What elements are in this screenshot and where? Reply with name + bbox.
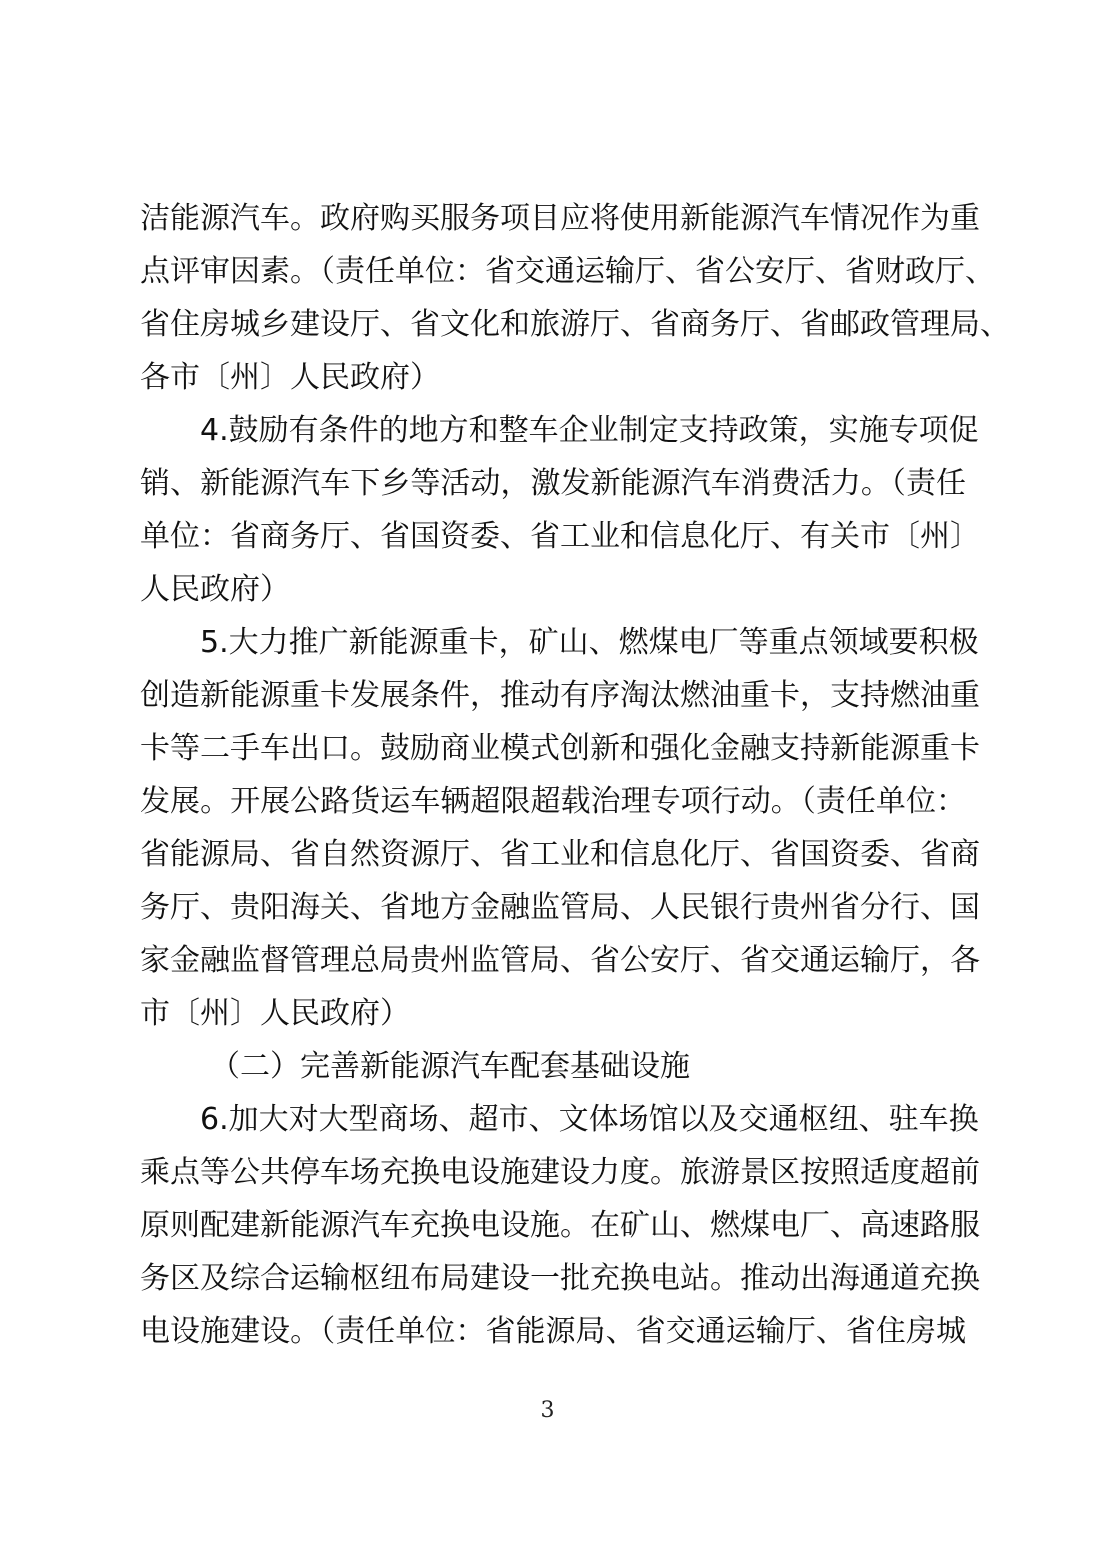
page-number: 3 bbox=[540, 1398, 555, 1423]
text-line: 省住房城乡建设厅、省文化和旅游厅、省商务厅、省邮政管理局、 bbox=[140, 307, 1010, 342]
text-line: 电设施建设。（责任单位：省能源局、省交通运输厅、省住房城 bbox=[140, 1314, 966, 1349]
text-line: 市〔州〕人民政府） bbox=[140, 996, 410, 1031]
text-line: 务区及综合运输枢纽布局建设一批充换电站。推动出海通道充换 bbox=[140, 1261, 980, 1296]
text-line: 各市〔州〕人民政府） bbox=[140, 360, 440, 395]
text-line: 原则配建新能源汽车充换电设施。在矿山、燃煤电厂、高速路服 bbox=[140, 1208, 980, 1243]
text-line: 6.加大对大型商场、超市、文体场馆以及交通枢纽、驻车换 bbox=[200, 1102, 979, 1137]
text-line: 洁能源汽车。政府购买服务项目应将使用新能源汽车情况作为重 bbox=[140, 201, 980, 236]
text-line: 家金融监督管理总局贵州监管局、省公安厅、省交通运输厅，各 bbox=[140, 943, 980, 978]
text-line: 卡等二手车出口。鼓励商业模式创新和强化金融支持新能源重卡 bbox=[140, 731, 980, 766]
text-line: 省能源局、省自然资源厅、省工业和信息化厅、省国资委、省商 bbox=[140, 837, 980, 872]
text-line: 点评审因素。（责任单位：省交通运输厅、省公安厅、省财政厅、 bbox=[140, 254, 995, 289]
text-line: 人民政府） bbox=[140, 572, 290, 607]
document-body bbox=[140, 192, 1010, 1358]
section-heading: （二）完善新能源汽车配套基础设施 bbox=[210, 1049, 690, 1084]
text-line: 4.鼓励有条件的地方和整车企业制定支持政策，实施专项促 bbox=[200, 413, 979, 448]
text-line: 务厅、贵阳海关、省地方金融监管局、人民银行贵州省分行、国 bbox=[140, 890, 980, 925]
text-line: 乘点等公共停车场充换电设施建设力度。旅游景区按照适度超前 bbox=[140, 1155, 980, 1190]
text-line: 单位：省商务厅、省国资委、省工业和信息化厅、有关市〔州〕 bbox=[140, 519, 980, 554]
text-line: 销、新能源汽车下乡等活动，激发新能源汽车消费活力。（责任 bbox=[140, 466, 966, 501]
text-line: 发展。开展公路货运车辆超限超载治理专项行动。（责任单位： bbox=[140, 784, 966, 819]
text-line: 5.大力推广新能源重卡，矿山、燃煤电厂等重点领域要积极 bbox=[200, 625, 979, 660]
text-line: 创造新能源重卡发展条件，推动有序淘汰燃油重卡，支持燃油重 bbox=[140, 678, 980, 713]
